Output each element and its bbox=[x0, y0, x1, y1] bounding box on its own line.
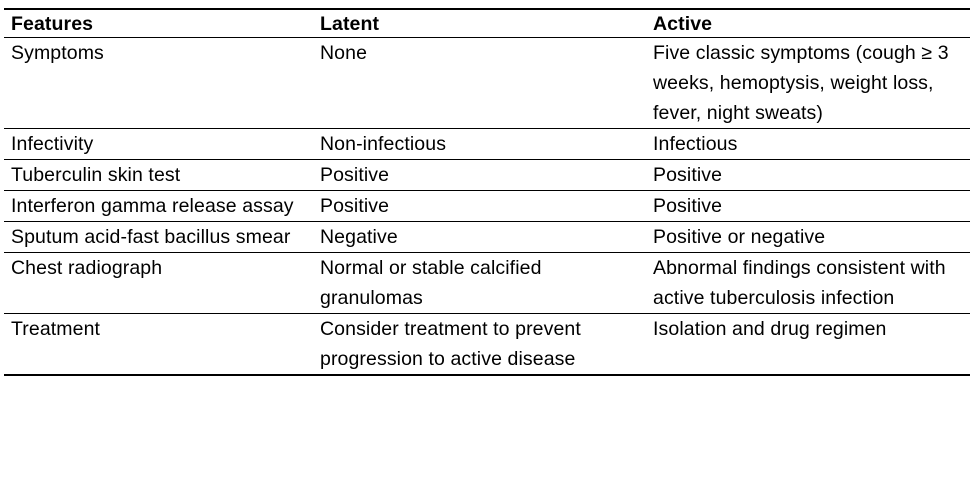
cell-active: Isolation and drug regimen bbox=[653, 318, 887, 340]
cell-latent: Positive bbox=[320, 195, 390, 217]
tuberculosis-comparison-table bbox=[4, 8, 970, 376]
cell-latent: Normal or stable calcified granulomas bbox=[320, 257, 542, 309]
cell-latent: Non-infectious bbox=[320, 133, 447, 155]
comparison-table-container bbox=[4, 8, 970, 376]
cell-active: Infectious bbox=[653, 133, 738, 155]
table-row bbox=[4, 253, 970, 314]
cell-feature: Chest radiograph bbox=[11, 257, 163, 279]
cell-latent: None bbox=[320, 42, 368, 64]
table-row bbox=[4, 222, 970, 253]
cell-active: Five classic symptoms (cough ≥ 3 weeks, hemoptysis, weight loss, fever, night sweats) bbox=[653, 42, 949, 124]
cell-active: Abnormal findings consistent with active tuberculosis infection bbox=[653, 257, 946, 309]
cell-feature: Interferon gamma release assay bbox=[11, 195, 294, 217]
cell-latent: Consider treatment to prevent progression to active disease bbox=[320, 318, 581, 370]
cell-active: Positive bbox=[653, 195, 723, 217]
table-row bbox=[4, 191, 970, 222]
header-active: Active bbox=[653, 13, 713, 35]
cell-feature: Tuberculin skin test bbox=[11, 164, 181, 186]
table-row bbox=[4, 38, 970, 129]
cell-feature: Infectivity bbox=[11, 133, 94, 155]
table-row bbox=[4, 160, 970, 191]
header-features: Features bbox=[11, 13, 94, 35]
table-row bbox=[4, 129, 970, 160]
cell-feature: Sputum acid-fast bacillus smear bbox=[11, 226, 291, 248]
cell-latent: Negative bbox=[320, 226, 398, 248]
table-header-row bbox=[4, 9, 970, 38]
cell-feature: Symptoms bbox=[11, 42, 104, 64]
cell-feature: Treatment bbox=[11, 318, 101, 340]
cell-active: Positive or negative bbox=[653, 226, 826, 248]
table-row bbox=[4, 314, 970, 376]
header-latent: Latent bbox=[320, 13, 380, 35]
cell-active: Positive bbox=[653, 164, 723, 186]
cell-latent: Positive bbox=[320, 164, 390, 186]
